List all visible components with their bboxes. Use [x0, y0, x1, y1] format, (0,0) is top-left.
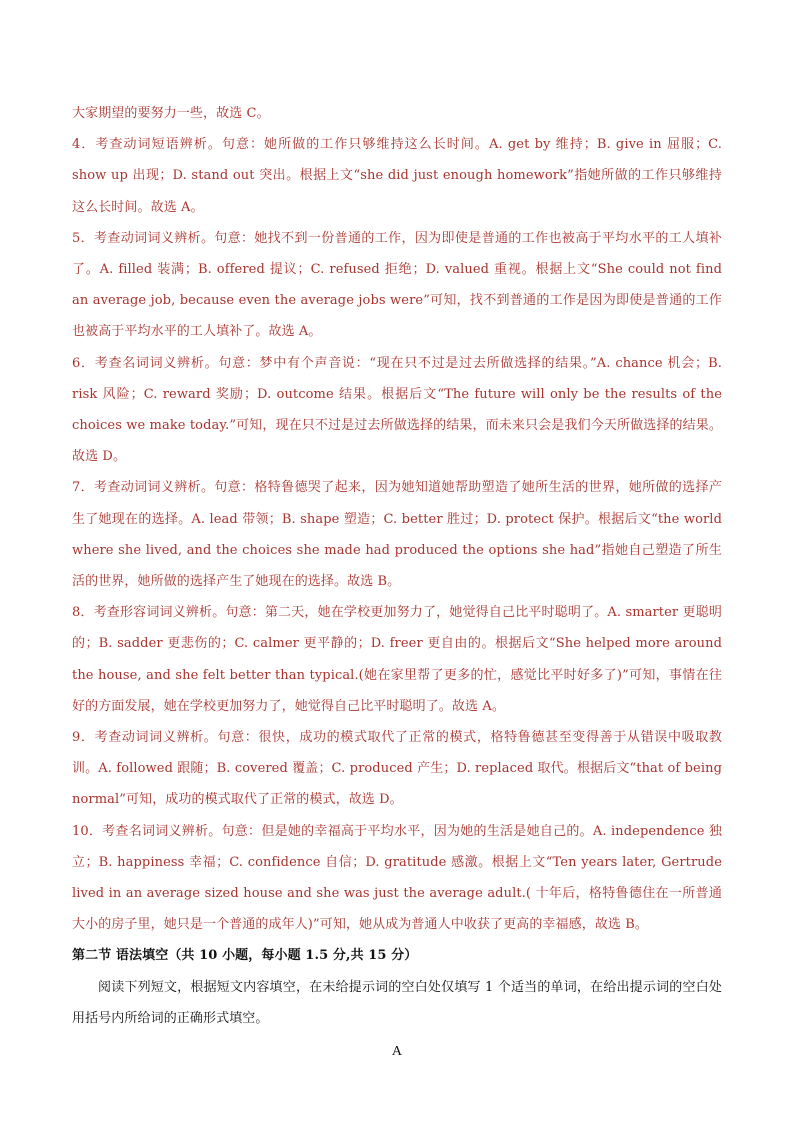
explanation-7: 7．考查动词词义辨析。句意：格特鲁德哭了起来，因为她知道她帮助塑造了她所生活的世界，她所做的选择产生了她现在的选择。A. lead 带领；B. shape 塑造；C. better 胜过；D. protect 保护。根据后文“the world where she lived, and the choices she made had produced the options she had”指她自己塑造了所生活的世界，她所做的选择产生了她现在的选择。故选 B。: [72, 480, 722, 590]
answer-explanations: [72, 98, 722, 1070]
explanation-3-tail: 大家期望的要努力一些，故选 C。: [72, 106, 270, 121]
explanation-6: 6．考查名词词义辨析。句意：梦中有个声音说：“现在只不过是过去所做选择的结果。”A. chance 机会；B. risk 风险；C. reward 奖励；D. outcome 结果。根据后文“The future will only be the results of the choices we make today.”可知，现在只不过是过去所做选择的结果，而未来只会是我们今天所做选择的结果。故选 D。: [72, 355, 722, 465]
explanation-9: 9．考查动词词义辨析。句意：很快，成功的模式取代了正常的模式，格特鲁德甚至变得善于从错误中吸取教训。A. followed 跟随；B. covered 覆盖；C. produced 产生；D. replaced 取代。根据后文“that of being normal”可知，成功的模式取代了正常的模式，故选 D。: [72, 730, 722, 808]
explanation-8: 8．考查形容词词义辨析。句意：第二天，她在学校更加努力了，她觉得自己比平时聪明了。A. smarter 更聪明的；B. sadder 更悲伤的；C. calmer 更平静的；D. freer 更自由的。根据后文“She helped more around the house, and she felt better than typical.(她在家里帮了更多的忙，感觉比平时好多了)”可知，事情在往好的方面发展，她在学校更加努力了，她觉得自己比平时聪明了。故选 A。: [72, 605, 722, 714]
section-instructions: 阅读下列短文，根据短文内容填空，在未给提示词的空白处仅填写 1 个适当的单词，在给出提示词的空白处用括号内所给词的正确形式填空。: [72, 979, 722, 1026]
section-heading: 第二节 语法填空（共 10 小题，每小题 1.5 分,共 15 分）: [72, 948, 418, 964]
passage-label: A: [391, 1044, 403, 1060]
explanation-4: 4．考查动词短语辨析。句意：她所做的工作只够维持这么长时间。A. get by 维持；B. give in 屈服；C. show up 出现；D. stand out 突出。根据上文“she did just enough homework”指她所做的工作只够维持这么长时间。故选 A。: [72, 137, 722, 215]
explanation-10: 10．考查名词词义辨析。句意：但是她的幸福高于平均水平，因为她的生活是她自己的。A. independence 独立；B. happiness 幸福；C. confidence 自信；D. gratitude 感激。根据上文“Ten years later, Gertrude lived in an average sized house and she was just the average adult.( 十年后，格特鲁德住在一所普通大小的房子里，她只是一个普通的成年人)”可知，她从成为普通人中收获了更高的幸福感，故选 B。: [72, 823, 722, 933]
explanation-5: 5．考查动词词义辨析。句意：她找不到一份普通的工作，因为即使是普通的工作也被高于平均水平的工人填补了。A. filled 装满；B. offered 提议；C. refused 拒绝；D. valued 重视。根据上文“She could not find an average job, because even the average jobs were”可知，找不到普通的工作是因为即使是普通的工作也被高于平均水平的工人填补了。故选 A。: [72, 230, 722, 340]
